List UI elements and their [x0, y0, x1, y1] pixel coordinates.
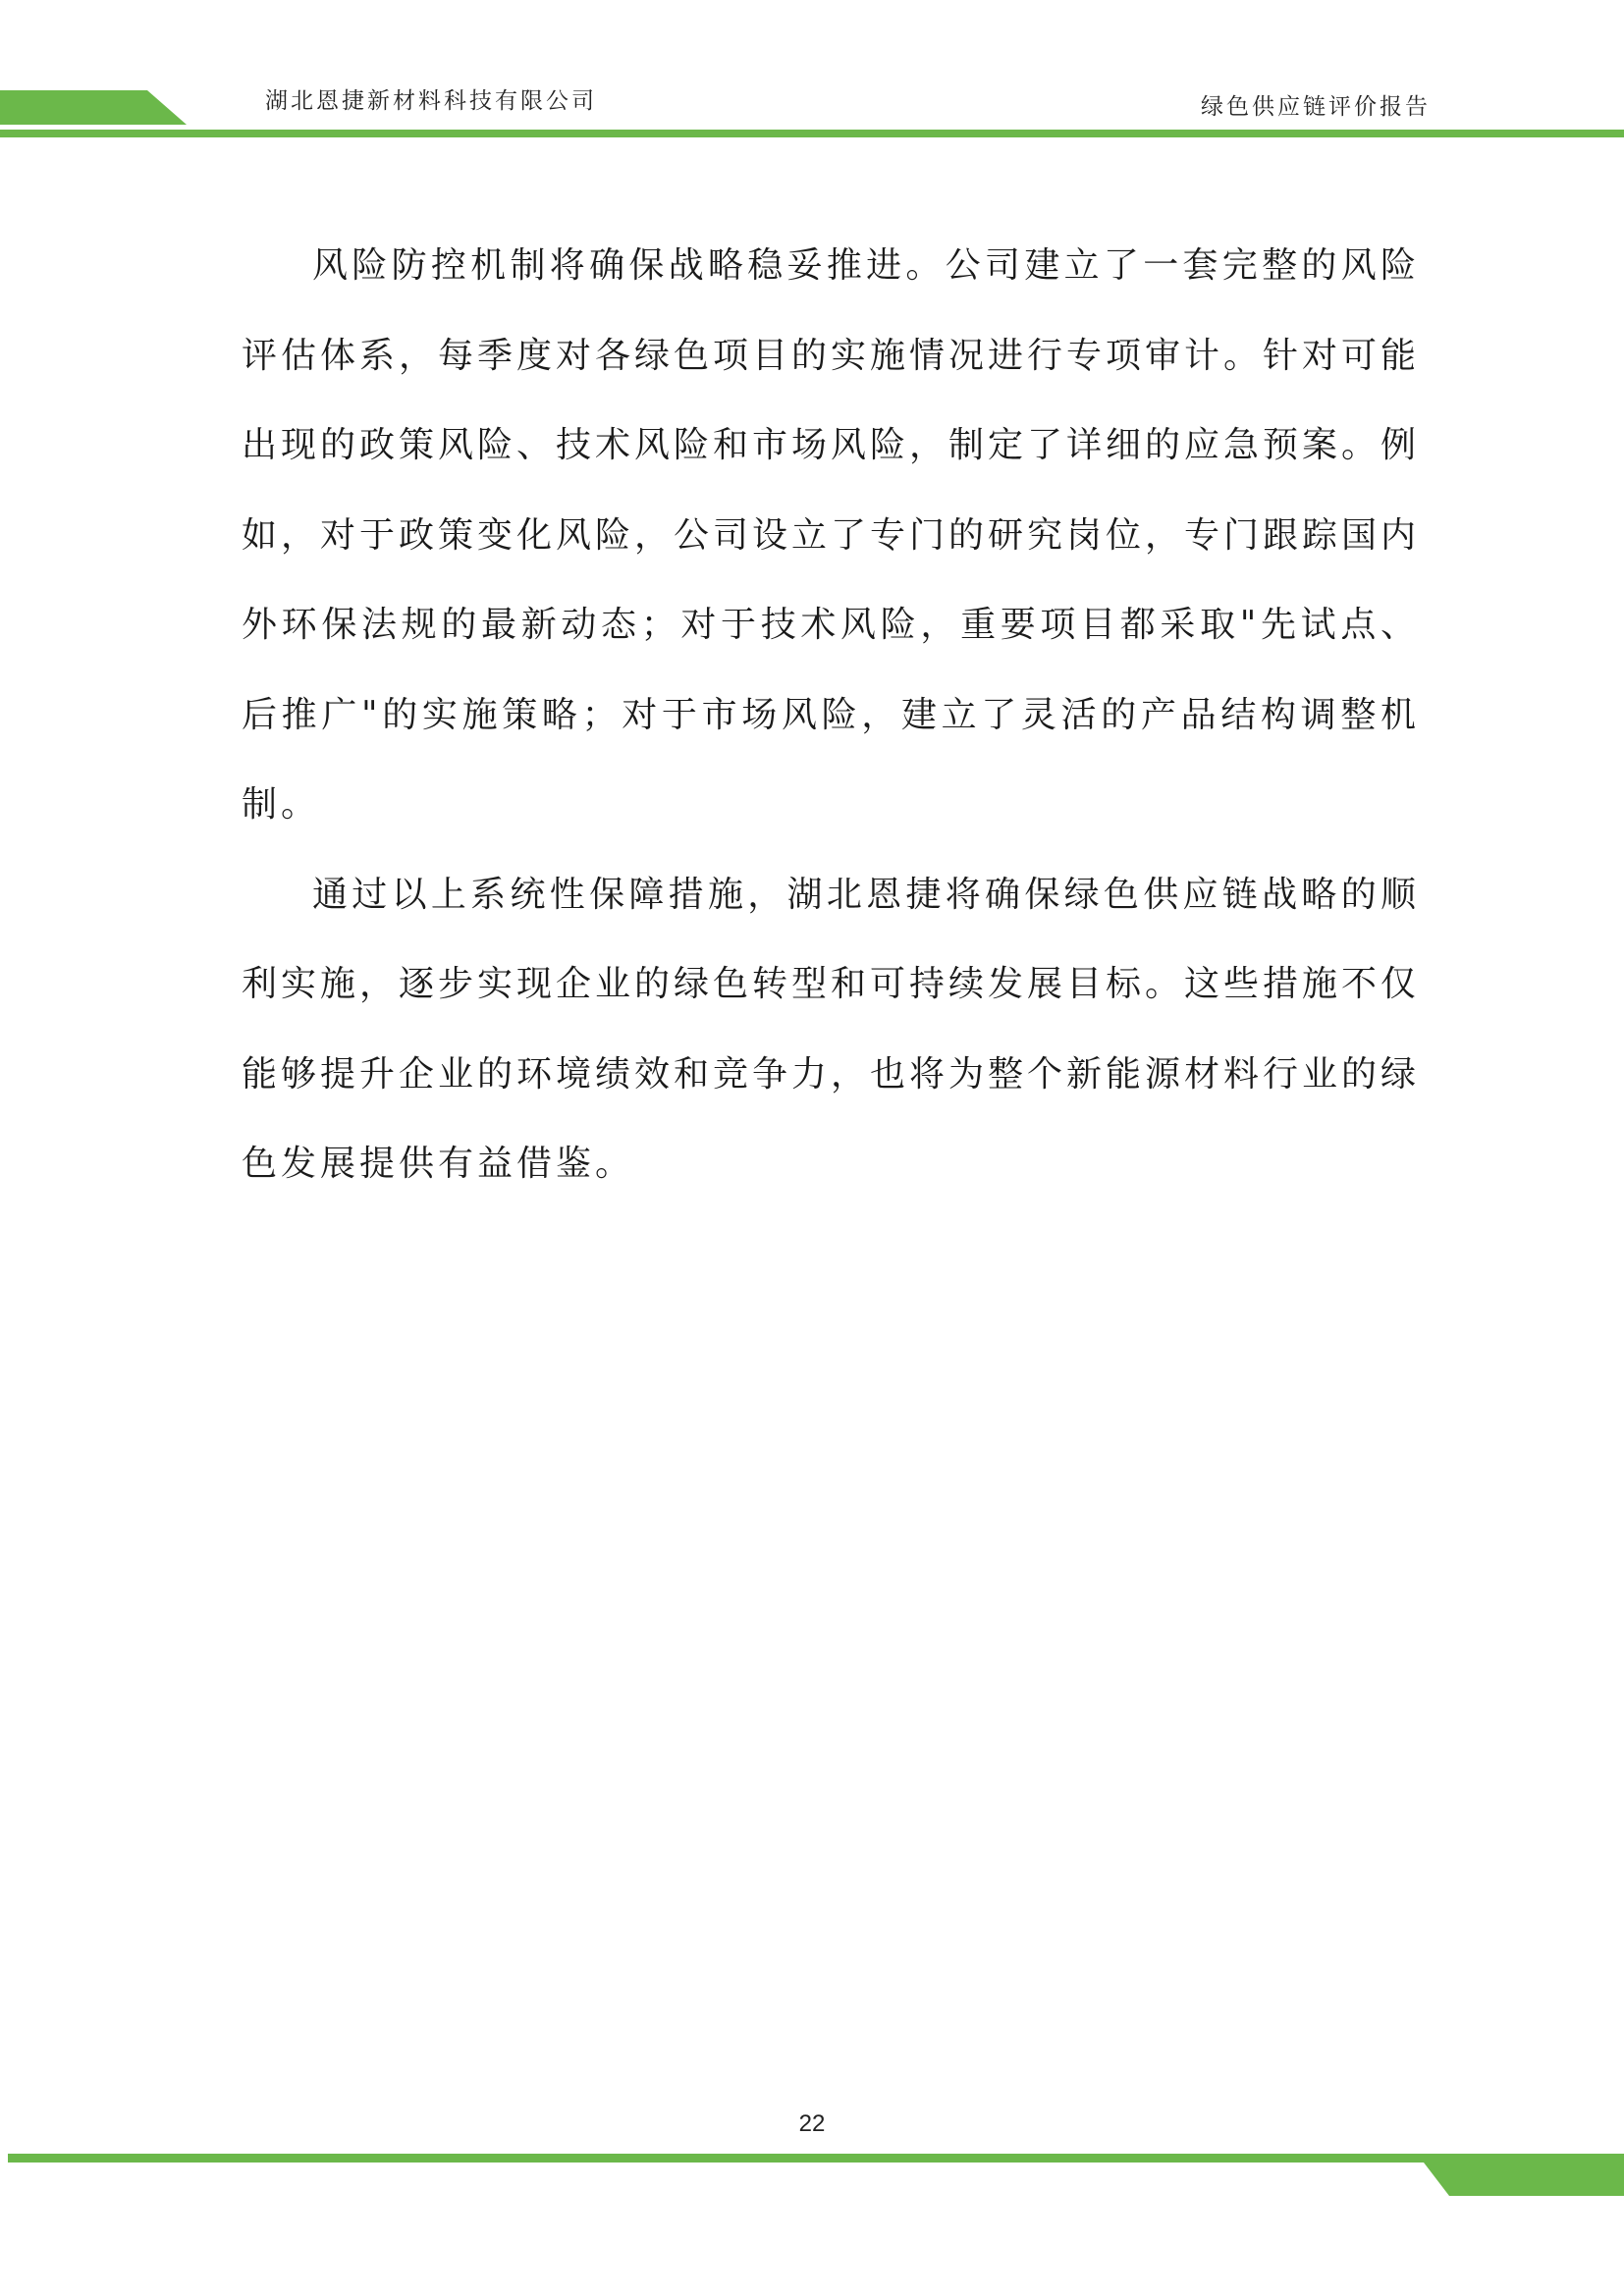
footer-decoration [0, 2140, 1624, 2258]
footer-rule [8, 2154, 1624, 2163]
page-footer [0, 2140, 1624, 2258]
page-header [0, 0, 1624, 147]
header-company-name: 湖北恩捷新材料科技有限公司 [265, 88, 597, 114]
header-decoration [0, 0, 1624, 147]
header-report-title: 绿色供应链评价报告 [1201, 94, 1431, 120]
page-number: 22 [798, 2110, 826, 2137]
paragraph-conclusion: 通过以上系统性保障措施，湖北恩捷将确保绿色供应链战略的顺利实施，逐步实现企业的绿色转型和可持续发展目标。这些措施不仅能够提升企业的环境绩效和竞争力，也将为整个新能源材料行业的绿色发展提供有益借鉴。 [242, 874, 1421, 1184]
header-rule [0, 130, 1624, 137]
footer-accent-tab [1424, 2163, 1624, 2196]
paragraph-risk-control: 风险防控机制将确保战略稳妥推进。公司建立了一套完整的风险评估体系，每季度对各绿色项目的实施情况进行专项审计。针对可能出现的政策风险、技术风险和市场风险，制定了详细的应急预案。例如，对于政策变化风险，公司设立了专门的研究岗位，专门跟踪国内外环保法规的最新动态；对于技术风险，重要项目都采取"先试点、后推广"的实施策略；对于市场风险，建立了灵活的产品结构调整机制。 [242, 245, 1421, 825]
header-accent-tab [0, 90, 187, 125]
document-body [242, 221, 1420, 1209]
